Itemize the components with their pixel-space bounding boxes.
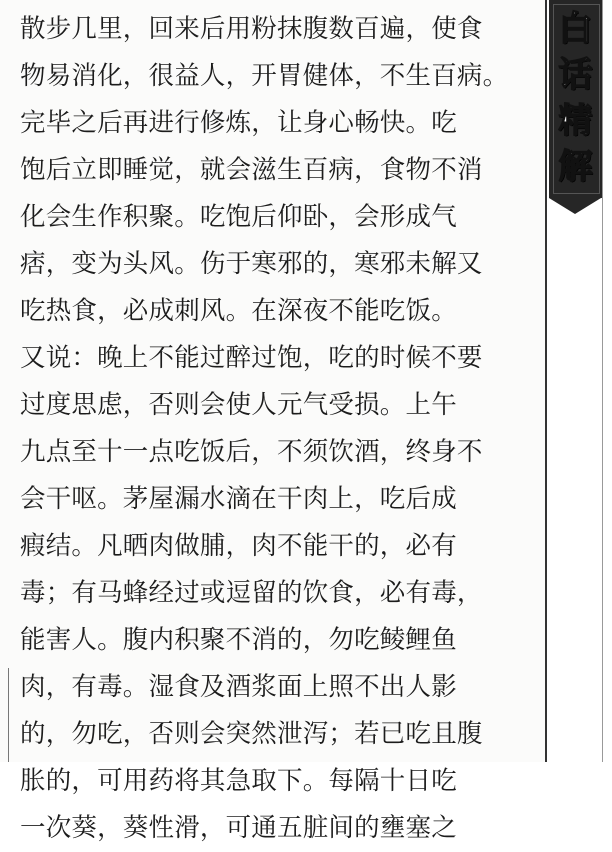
text-line: 过度思虑，否则会使人元气受损。上午 <box>20 390 457 420</box>
text-line: 能害人。腹内积聚不消的，勿吃鲮鲤鱼 <box>20 625 457 655</box>
section-tab-arrow <box>549 198 601 214</box>
text-line: 完毕之后再进行修炼，让身心畅快。吃 <box>20 108 457 138</box>
tab-char: 精 <box>558 101 593 141</box>
text-line: 散步几里，回来后用粉抹腹数百遍，使食 <box>20 14 483 44</box>
tab-char: 解 <box>558 147 593 187</box>
tab-char: 话 <box>558 55 593 95</box>
text-line: 会干呕。茅屋漏水滴在干肉上，吃后成 <box>20 484 457 514</box>
sidebar-divider <box>545 0 547 762</box>
text-line: 九点至十一点吃饭后，不须饮酒，终身不 <box>20 437 483 467</box>
text-line: 毒；有马蜂经过或逗留的饮食，必有毒， <box>20 578 483 608</box>
sidebar-edge-rule <box>602 0 603 762</box>
text-line: 饱后立即睡觉，就会滋生百病，食物不消 <box>20 155 483 185</box>
text-line: 胀的，可用药将其急取下。每隔十日吃 <box>20 766 457 796</box>
text-line: 瘕结。凡晒肉做脯，肉不能干的，必有 <box>20 531 457 561</box>
margin-rule <box>8 668 9 762</box>
text-line: 物易消化，很益人，开胃健体，不生百病。 <box>20 61 509 91</box>
text-line: 又说：晚上不能过醉过饱，吃的时候不要 <box>20 343 483 373</box>
text-line: 吃热食，必成刺风。在深夜不能吃饭。 <box>20 296 457 326</box>
text-line: 的，勿吃，否则会突然泄泻；若已吃且腹 <box>20 719 483 749</box>
body-text <box>20 6 540 852</box>
text-line: 化会生作积聚。吃饱后仰卧，会形成气 <box>20 202 457 232</box>
text-line: 痞，变为头风。伤于寒邪的，寒邪未解又 <box>20 249 483 279</box>
tab-char: 白 <box>558 9 593 49</box>
text-line: 一次葵，葵性滑，可通五脏间的壅塞之 <box>20 813 457 843</box>
section-tab-label <box>549 6 602 190</box>
text-line: 肉，有毒。湿食及酒浆面上照不出人影 <box>20 672 457 702</box>
